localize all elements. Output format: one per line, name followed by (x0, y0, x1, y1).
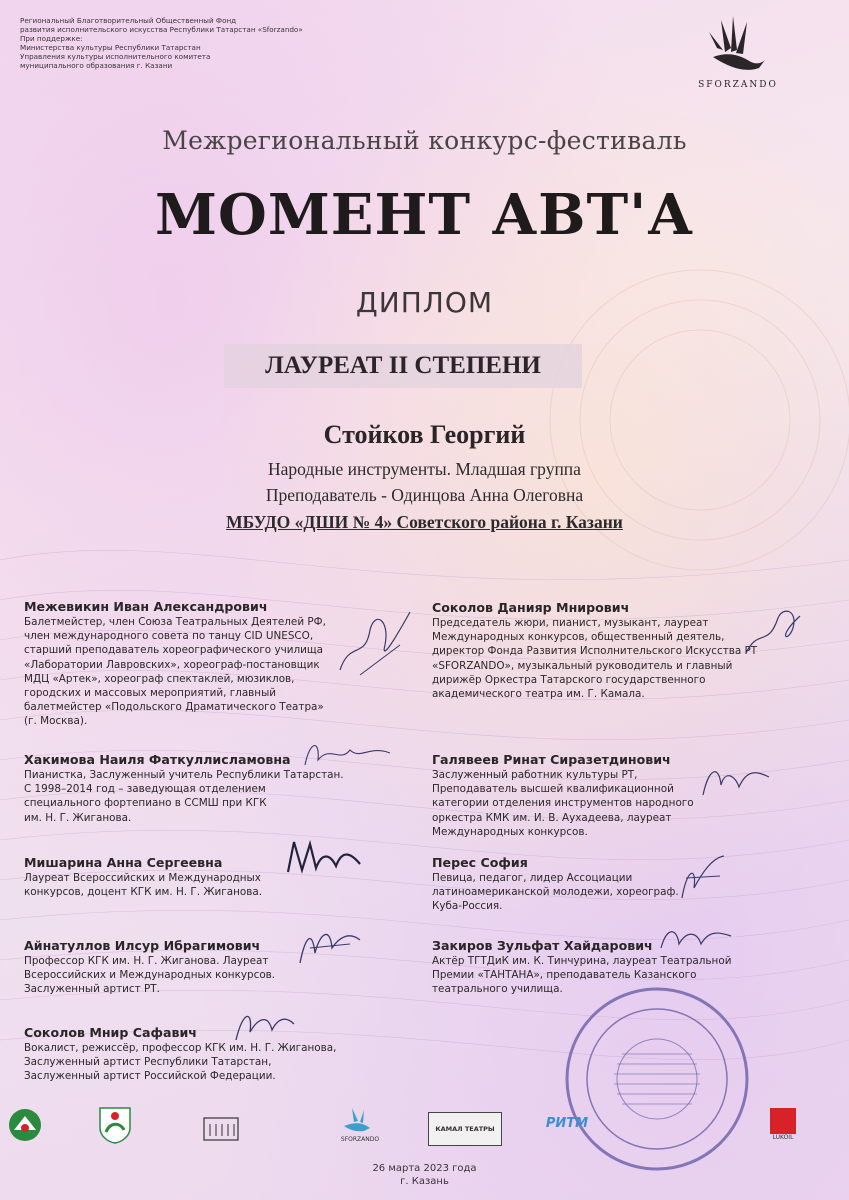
juror-bio-line: Заслуженный артист Российской Федерации. (24, 1070, 276, 1083)
organizer-line: Региональный Благотворительный Общественный Фонд (20, 16, 237, 25)
juror-name: Закиров Зульфат Хайдарович (432, 938, 653, 953)
logo-text: SFORZANDO (698, 80, 778, 90)
juror-name: Галявеев Ринат Сиразетдинович (432, 752, 671, 767)
juror-bio-line: Актёр ТГТДиК им. К. Тинчурина, лауреат Театральной (432, 955, 732, 967)
sforzando-logo (688, 12, 788, 90)
juror-name: Перес София (432, 855, 528, 870)
juror-bio-line: специального фортепиано в ССМШ при КГК (24, 797, 267, 810)
signature-zakirov (655, 918, 735, 958)
juror-bio-line: Председатель жюри, пианист, музыкант, лауреат (432, 617, 709, 629)
lukoil-square-icon (770, 1108, 796, 1134)
lukoil-logo (766, 1108, 800, 1141)
organizer-line: развития исполнительского искусства Республики Татарстан «Sforzando» (20, 25, 303, 34)
juror-bio-line: Лауреат Всероссийских и Международных (24, 872, 261, 884)
kazan-coat-of-arms-icon (98, 1106, 132, 1144)
juror-bio-line: Балетмейстер, член Союза Театральных Деятелей РФ, (24, 616, 326, 628)
juror-bio-line: Заслуженный артист Республики Татарстан, (24, 1056, 272, 1069)
bird-icon (330, 1104, 390, 1132)
foundation-stamp (562, 984, 752, 1174)
juror-bio-line: член международного совета по танцу CID UNESCO, (24, 630, 314, 643)
juror-bio-line: оркестра КМК им. И. В. Аухадеева, лауреат (432, 811, 672, 824)
juror-bio-line: категории отделения инструментов народного (432, 797, 694, 810)
juror-bio-line: Вокалист, режиссёр, профессор КГК им. Н. Г. Жиганова, (24, 1042, 337, 1054)
kamal-theatre-logo (428, 1112, 502, 1146)
teacher-line: Преподаватель - Одинцова Анна Олеговна (265, 485, 584, 505)
recipient-name: Стойков Георгий (323, 420, 526, 449)
juror-bio-line: конкурсов, доцент КГК им. Н. Г. Жиганова. (24, 886, 263, 899)
juror-bio-line: балетмейстер «Подольского Драматического Театра» (24, 701, 324, 714)
juror-bio-line: Преподаватель высшей квалификационной (432, 783, 674, 796)
organizer-line: Управления культуры исполнительного комитета (20, 52, 211, 61)
juror-bio-line: Премии «ТАНТАНА», преподаватель Казанского (432, 969, 697, 982)
signature-sokolov-mnir (228, 1000, 298, 1050)
juror-bio-line: латиноамериканской молодежи, хореограф. (432, 886, 679, 899)
diploma-heading: ДИПЛОМ (355, 286, 494, 319)
bird-icon (703, 12, 773, 74)
juror-bio-line: Всероссийских и Международных конкурсов. (24, 969, 276, 982)
juror-bio-line: городских и массовых мероприятий, главный (24, 687, 277, 700)
juror-entry (432, 855, 832, 914)
signature-mezhevikin (330, 600, 420, 690)
signature-galyaveev (695, 755, 775, 805)
school-line: МБУДО «ДШИ № 4» Советского района г. Казани (226, 512, 623, 532)
juror-bio-line: МДЦ «Артек», хореограф спектаклей, мюзиклов, (24, 672, 295, 685)
festival-title: МОМЕНТ АВТ'А (155, 182, 694, 248)
juror-bio-line: «Лаборатории Лавровских», хореограф-постановщик (24, 658, 320, 671)
juror-bio-line: Заслуженный артист РТ. (24, 983, 160, 996)
juror-name: Хакимова Наиля Фаткуллисламовна (24, 752, 291, 767)
sforzando-footer-label: SFORZANDO (340, 1136, 380, 1143)
juror-bio-line: Пианистка, Заслуженный учитель Республики Татарстан. (24, 769, 344, 781)
juror-bio-line: Международных конкурсов, общественный деятель, (432, 631, 725, 644)
juror-name: Межевикин Иван Александрович (24, 599, 268, 614)
juror-bio-line: директор Фонда Развития Исполнительского Искусства РТ (432, 645, 758, 658)
ritm-label: РИТМ (545, 1116, 589, 1131)
juror-bio-line: «SFORZANDO», музыкальный руководитель и главный (432, 659, 733, 672)
organizer-block (20, 16, 303, 70)
signature-peres (672, 848, 732, 908)
juror-name: Соколов Мнир Сафавич (24, 1025, 197, 1040)
juror-entry (24, 1025, 424, 1084)
organizer-line: муниципального образования г. Казани (20, 61, 173, 70)
juror-bio-line: Певица, педагог, лидер Ассоциации (432, 872, 633, 884)
culture-ministry-logo-icon (198, 1112, 244, 1146)
juror-bio-line: Заслуженный работник культуры РТ, (432, 769, 638, 781)
juror-bio-line: театрального училища. (432, 983, 563, 996)
signature-misharina (280, 832, 370, 882)
festival-subtitle: Межрегиональный конкурс-фестиваль (162, 126, 687, 155)
juror-bio-line: Куба-Россия. (432, 900, 503, 913)
juror-bio-line: Международных конкурсов. (432, 825, 588, 838)
juror-name: Айнатуллов Илсур Ибрагимович (24, 938, 261, 953)
issue-date: 26 марта 2023 года (372, 1163, 477, 1174)
ritm-logo (542, 1116, 592, 1131)
juror-bio-line: им. Н. Г. Жиганова. (24, 811, 132, 824)
juror-bio-line: старший преподаватель хореографического училища (24, 644, 324, 657)
signature-sokolov-daniyar (738, 598, 808, 668)
juror-bio-line: академического театра им. Г. Камала. (432, 688, 645, 701)
lukoil-label: LUKOIL (772, 1134, 794, 1141)
issue-city: г. Казань (400, 1176, 449, 1187)
organizer-line: При поддержке: (20, 34, 83, 43)
signature-ainatullov (290, 918, 370, 973)
signature-khakimova (300, 735, 395, 775)
juror-bio-line: дирижёр Оркестра Татарского государственного (432, 673, 706, 686)
category-line: Народные инструменты. Младшая группа (268, 459, 581, 479)
juror-bio-line: (г. Москва). (24, 715, 88, 728)
kamal-theatre-label: КАМАЛ ТЕАТРЫ (435, 1125, 495, 1133)
tatarstan-emblem-icon (8, 1108, 42, 1142)
issue-date-block (0, 1162, 849, 1188)
organizer-line: Министерства культуры Республики Татарстан (20, 43, 201, 52)
juror-bio-line: С 1998–2014 год – заведующая отделением (24, 783, 266, 796)
juror-name: Мишарина Анна Сергеевна (24, 855, 223, 870)
laureate-degree-badge: ЛАУРЕАТ II СТЕПЕНИ (224, 344, 582, 388)
juror-bio-line: Профессор КГК им. Н. Г. Жиганова. Лауреат (24, 955, 269, 967)
juror-name: Соколов Данияр Мнирович (432, 600, 630, 615)
sforzando-footer-logo (330, 1104, 390, 1143)
